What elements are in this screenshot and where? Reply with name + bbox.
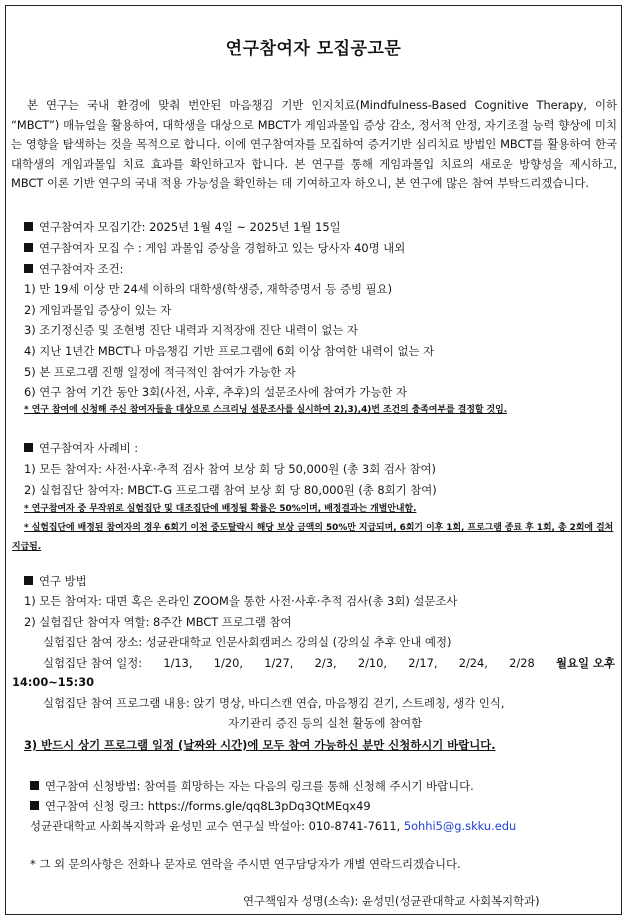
condition-item: 1) 만 19세 이상 만 24세 이하의 대학생(학생증, 재학증명서 등 증빙 필요) bbox=[24, 282, 393, 296]
schedule-date: 2/3, bbox=[314, 656, 337, 670]
schedule-label: 실험집단 참여 일정: bbox=[43, 656, 143, 670]
square-bullet-icon bbox=[24, 222, 33, 231]
square-bullet-icon bbox=[30, 781, 39, 790]
reward-header: 연구참여자 사례비 : bbox=[24, 440, 138, 456]
schedule-row bbox=[43, 655, 615, 671]
reward-item: 1) 모든 참여자: 사전·사후·추적 검사 참여 보상 회 당 50,000원 (총 3회 검사 참여) bbox=[24, 462, 436, 476]
contact-email-link[interactable]: 5ohhi5@g.skku.edu bbox=[403, 819, 517, 833]
square-bullet-icon bbox=[24, 264, 33, 273]
inquiry-note: * 그 외 문의사항은 전화나 문자로 연락을 주시면 연구담당자가 개별 연락드리겠습니다. bbox=[30, 857, 461, 871]
schedule-date: 2/10, bbox=[357, 656, 388, 670]
intro-text: 본 연구는 국내 환경에 맞춰 번안된 마음챙김 기반 인지치료(Mindfulness-Based Cognitive Therapy, 이하 “MBCT”) 매뉴얼을 활용하여, 대학생을 대상으로 MBCT가 게임과몰입 증상 감소, 정서적 안정, 자기조절 능력 향상에 미치는 영향을 탐색하는 것을 목적으로 합니다. 이에 연구참여자를 모집하여 증거기반 심리치료 방법인 MBCT를 활용하여 한국 대학생의 게임과몰입 치료 효과를 확인하고자 합니다. 본 연구를 통해 게임과몰입 치료의 새로운 방향성을 제시하고, MBCT 이론 기반 연구의 국내 적용 가능성을 확인하는 데 기여하고자 하오니, 본 연구에 많은 참여 부탁드리겠습니다. bbox=[11, 98, 617, 190]
square-bullet-icon bbox=[24, 443, 33, 452]
recruit-period: 연구참여자 모집기간: 2025년 1월 4일 ~ 2025년 1월 15일 bbox=[24, 219, 341, 235]
document-title: 연구참여자 모집공고문 bbox=[225, 39, 402, 59]
condition-item: 3) 조기정신증 및 조현병 진단 내력과 지적장애 진단 내력이 없는 자 bbox=[24, 323, 358, 337]
schedule-date: 1/27, bbox=[264, 656, 294, 670]
schedule-date: 1/13, bbox=[163, 656, 193, 670]
signature-line: 연구책임자 성명(소속): 윤성민(성균관대학교 사회복지학과) bbox=[243, 894, 540, 908]
method-header: 연구 방법 bbox=[24, 573, 87, 589]
program-content: 실험집단 참여 프로그램 내용: 앉기 명상, 바디스캔 연습, 마음챙김 걷기, 스트레칭, 생각 인식, bbox=[43, 696, 505, 710]
apply-link-row bbox=[30, 798, 371, 814]
method-place: 실험집단 참여 장소: 성균관대학교 인문사회캠퍼스 강의실 (강의실 추후 안내 예정) bbox=[43, 635, 452, 649]
apply-method: 연구참여 신청방법: 참여를 희망하는 자는 다음의 링크를 통해 신청해 주시기 바랍니다. bbox=[30, 778, 474, 794]
intro-paragraph bbox=[11, 96, 617, 194]
condition-item: 5) 본 프로그램 진행 일정에 적극적인 참여가 가능한 자 bbox=[24, 365, 296, 379]
schedule-date: 2/17, bbox=[408, 656, 438, 670]
condition-item: 4) 지난 1년간 MBCT나 마음챙김 기반 프로그램에 6회 이상 참여한 내력이 없는 자 bbox=[24, 344, 435, 358]
square-bullet-icon bbox=[24, 243, 33, 252]
square-bullet-icon bbox=[30, 801, 39, 810]
program-content-continued: 자기관리 증진 등의 실천 활동에 참여함 bbox=[228, 716, 423, 730]
condition-item: 2) 게임과몰입 증상이 있는 자 bbox=[24, 303, 172, 317]
conditions-header: 연구참여자 조건: bbox=[24, 261, 123, 277]
reward-item: 2) 실험집단 참여자: MBCT-G 프로그램 참여 보상 회 당 80,000원 (총 8회기 참여) bbox=[24, 483, 437, 497]
schedule-time: 14:00~15:30 bbox=[12, 675, 95, 689]
recruit-count: 연구참여자 모집 수 : 게임 과몰입 증상을 경험하고 있는 당사자 40명 내외 bbox=[24, 240, 405, 256]
schedule-date: 2/28 bbox=[509, 656, 535, 670]
method-item: 2) 실험집단 참여자 역할: 8주간 MBCT 프로그램 참여 bbox=[24, 615, 292, 629]
contact-row: 성균관대학교 사회복지학과 윤성민 교수 연구실 박설아: 010-8741-7611, 5ohhi5@g.skku.edu bbox=[30, 819, 517, 833]
schedule-date: 1/20, bbox=[213, 656, 243, 670]
schedule-day: 월요일 오후 bbox=[555, 656, 615, 670]
condition-item: 6) 연구 참여 기간 동안 3회(사전, 사후, 추후)의 설문조사에 참여가 가능한 자 bbox=[24, 385, 407, 399]
reward-note: * 실험집단에 배정된 참여자의 경우 6회기 이전 중도탈락시 해당 보상 금액의 50%만 지급되며, 6회기 이후 1회, 프로그램 종료 후 1회, 총 2회에 걸쳐 지급됨. bbox=[12, 523, 614, 552]
method-item: 1) 모든 참여자: 대면 혹은 온라인 ZOOM을 통한 사전·사후·추적 검사(총 3회) 설문조사 bbox=[24, 594, 458, 608]
square-bullet-icon bbox=[24, 576, 33, 585]
method-item-required: 3) 반드시 상기 프로그램 일정 (날짜와 시간)에 모두 참여 가능하신 분만 신청하시기 바랍니다. bbox=[24, 738, 496, 752]
apply-link[interactable]: 연구참여 신청 링크: https://forms.gle/qq8L3pDq3QtMEqx49 bbox=[45, 799, 371, 813]
conditions-note: * 연구 참여에 신청해 주신 참여자들을 대상으로 스크리닝 설문조사를 실시하여 2),3),4)번 조건의 충족여부를 결정할 것임. bbox=[24, 405, 508, 415]
schedule-date: 2/24, bbox=[458, 656, 488, 670]
reward-note: * 연구참여자 중 무작위로 실험집단 및 대조집단에 배정될 확률은 50%이며, 배정결과는 개별안내함. bbox=[24, 504, 417, 514]
